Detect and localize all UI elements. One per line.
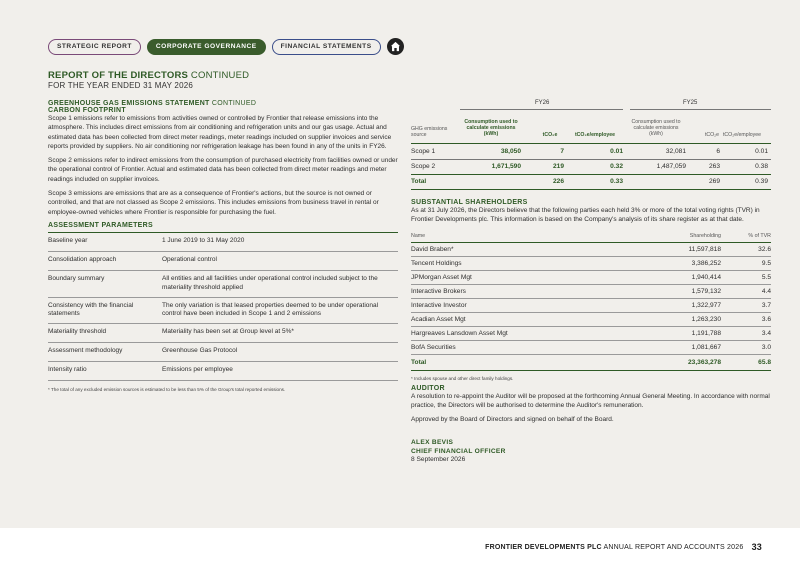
emissions-cell-source: Scope 1 bbox=[411, 148, 436, 155]
footer-company: FRONTIER DEVELOPMENTS PLC bbox=[485, 544, 602, 551]
assessment-row bbox=[48, 342, 398, 361]
shareholder-holding: 1,081,667 bbox=[642, 340, 721, 354]
ghg-heading-suffix: CONTINUED bbox=[211, 100, 257, 107]
emissions-cell-t26: 226 bbox=[552, 178, 564, 185]
emissions-cell-t25: 263 bbox=[708, 163, 720, 170]
signature-date: 8 September 2026 bbox=[411, 456, 466, 464]
shareholder-row bbox=[411, 312, 771, 326]
assessment-key: Materiality threshold bbox=[48, 323, 162, 342]
shareholder-name: BofA Securities bbox=[411, 340, 642, 354]
page-title-text: REPORT OF THE DIRECTORS bbox=[48, 70, 189, 81]
shareholder-row bbox=[411, 284, 771, 298]
page-footer bbox=[485, 542, 762, 552]
shareholder-row bbox=[411, 256, 771, 270]
shareholder-holding: 1,322,977 bbox=[642, 298, 721, 312]
shareholder-holding: 1,263,230 bbox=[642, 312, 721, 326]
shareholders-footnote: * Includes spouse and other direct family holdings. bbox=[411, 375, 514, 381]
page-title-suffix: CONTINUED bbox=[190, 70, 250, 81]
emissions-cell-c25: 32,081 bbox=[665, 148, 686, 155]
shareholder-name: Interactive Investor bbox=[411, 298, 642, 312]
page-number: 33 bbox=[751, 542, 762, 552]
shareholder-row bbox=[411, 242, 771, 256]
emissions-cell-e25: 0.01 bbox=[755, 148, 768, 155]
shareholder-name: Hargreaves Lansdown Asset Mgt bbox=[411, 326, 642, 340]
ghg-heading bbox=[48, 100, 398, 107]
ghg-heading-text: GREENHOUSE GAS EMISSIONS STATEMENT bbox=[48, 100, 210, 107]
assessment-key: Consolidation approach bbox=[48, 252, 162, 271]
shareholders-total-row bbox=[411, 354, 771, 370]
assessment-value: All entities and all facilities under operational control included subject to the materiality threshold applied bbox=[162, 271, 398, 297]
shareholder-holding: 1,579,132 bbox=[642, 284, 721, 298]
page-subtitle: FOR THE YEAR ENDED 31 MAY 2026 bbox=[48, 81, 194, 90]
assessment-row bbox=[48, 361, 398, 380]
shareholders-table bbox=[411, 229, 771, 371]
shareholders-heading: SUBSTANTIAL SHAREHOLDERS bbox=[411, 199, 528, 206]
right-column bbox=[411, 100, 771, 463]
assessment-row bbox=[48, 252, 398, 271]
shareholder-name: Acadian Asset Mgt bbox=[411, 312, 642, 326]
shareholder-pct: 3.0 bbox=[721, 340, 771, 354]
assessment-key: Boundary summary bbox=[48, 271, 162, 297]
fy26-header: FY26 bbox=[535, 100, 550, 106]
shareholder-pct: 3.6 bbox=[721, 312, 771, 326]
total-pct: 65.8 bbox=[721, 354, 771, 370]
scope2-paragraph: Scope 2 emissions refer to indirect emissions from the consumption of purchased electricity from facilities owned or under the operational control of Frontier. Actual and estimated data has been collected from direct meter readings and meter readings included on supplier invoices. bbox=[48, 157, 398, 183]
shareholder-row bbox=[411, 298, 771, 312]
shareholder-row bbox=[411, 340, 771, 354]
assessment-row bbox=[48, 297, 398, 323]
emissions-cell-e25: 0.39 bbox=[755, 178, 768, 185]
signatory-role: CHIEF FINANCIAL OFFICER bbox=[411, 448, 506, 456]
shareholder-row bbox=[411, 326, 771, 340]
assessment-value: Emissions per employee bbox=[162, 361, 398, 380]
fy25-header: FY25 bbox=[683, 100, 698, 106]
emissions-row-rule bbox=[411, 159, 771, 160]
approval-paragraph: Approved by the Board of Directors and signed on behalf of the Board. bbox=[411, 416, 614, 424]
scope1-paragraph: Scope 1 emissions refer to emissions from activities owned or controlled by Frontier that release emissions into the atmosphere. This includes direct emissions from air conditioning and refrigeration units and our gas usage. Actual and estimated data has been collected from direct meter readings, meter readings included on supplier invoices and service reports provided by suppliers. No air conditioning nor refrigeration leakage has been found in any of the units in FY26. bbox=[48, 115, 392, 150]
auditor-heading: AUDITOR bbox=[411, 384, 445, 392]
shareholder-name: JPMorgan Asset Mgt bbox=[411, 270, 642, 284]
assessment-value: Greenhouse Gas Protocol bbox=[162, 342, 398, 361]
shareholders-intro: As at 31 July 2026, the Directors believe that the following parties each held 3% or more of the total voting rights (TVR) in Frontier Developments plc. This information is based on the Company's analysis of its share register as at that date. bbox=[411, 207, 760, 224]
auditor-paragraph: A resolution to re-appoint the Auditor will be proposed at the forthcoming Annual General Meeting. In accordance with normal practice, the Directors will be authorised to determine the Auditor's remuneration. bbox=[411, 392, 770, 409]
col-tco2emp-fy26: tCO₂e/employee bbox=[574, 132, 616, 138]
emissions-cell-c26: 1,671,590 bbox=[491, 163, 521, 170]
shareholder-name: Interactive Brokers bbox=[411, 284, 642, 298]
home-icon bbox=[390, 41, 401, 52]
nav-strategic-report[interactable]: STRATEGIC REPORT bbox=[48, 39, 141, 55]
col-consumption-fy26: Consumption used to calculate emissions (kWh) bbox=[464, 119, 518, 138]
assessment-row bbox=[48, 271, 398, 297]
assessment-value: Operational control bbox=[162, 252, 398, 271]
emissions-cell-t26: 7 bbox=[560, 148, 564, 155]
assessment-footnote: * The total of any excluded emission sources is estimated to be less than 5% of the Group's total reported emissions. bbox=[48, 386, 286, 392]
assessment-value: The only variation is that leased properties deemed to be under operational control have been included in Scope 1 and 2 emissions bbox=[162, 297, 398, 323]
home-button[interactable] bbox=[387, 38, 404, 55]
emissions-cell-c26: 38,050 bbox=[500, 148, 521, 155]
shareholder-holding: 3,386,252 bbox=[642, 256, 721, 270]
assessment-key: Baseline year bbox=[48, 233, 162, 252]
col-pct-tvr: % of TVR bbox=[721, 229, 771, 243]
fy26-rule bbox=[460, 109, 623, 110]
header-rule bbox=[411, 143, 771, 144]
shareholder-holding: 1,940,414 bbox=[642, 270, 721, 284]
assessment-key: Assessment methodology bbox=[48, 342, 162, 361]
shareholder-pct: 3.4 bbox=[721, 326, 771, 340]
assessment-key: Consistency with the financial statements bbox=[48, 297, 162, 323]
assessment-value: 1 June 2019 to 31 May 2020 bbox=[162, 233, 398, 252]
emissions-table bbox=[411, 100, 771, 195]
col-consumption-fy25: Consumption used to calculate emissions (kWh) bbox=[631, 119, 681, 138]
shareholder-row bbox=[411, 270, 771, 284]
col-tco2-fy26: tCO₂e bbox=[542, 132, 558, 138]
assessment-row bbox=[48, 323, 398, 342]
shareholder-holding: 11,597,818 bbox=[642, 242, 721, 256]
emissions-row-rule bbox=[411, 174, 771, 175]
emissions-cell-source: Total bbox=[411, 178, 427, 185]
nav-corporate-governance[interactable]: CORPORATE GOVERNANCE bbox=[147, 39, 266, 55]
emissions-cell-t26: 219 bbox=[552, 163, 564, 170]
total-label: Total bbox=[411, 354, 642, 370]
emissions-cell-e26: 0.01 bbox=[610, 148, 623, 155]
assessment-row bbox=[48, 233, 398, 252]
shareholder-pct: 32.6 bbox=[721, 242, 771, 256]
col-name: Name bbox=[411, 229, 642, 243]
carbon-footprint-heading: CARBON FOOTPRINT bbox=[48, 107, 126, 114]
col-tco2-fy25: tCO₂e bbox=[704, 132, 720, 138]
shareholder-name: David Braben* bbox=[411, 242, 642, 256]
assessment-key: Intensity ratio bbox=[48, 361, 162, 380]
signatory-name: ALEX BEVIS bbox=[411, 439, 454, 447]
shareholder-name: Tencent Holdings bbox=[411, 256, 642, 270]
total-holding: 23,363,278 bbox=[642, 354, 721, 370]
assessment-table bbox=[48, 233, 398, 381]
emissions-cell-e25: 0.38 bbox=[755, 163, 768, 170]
emissions-cell-e26: 0.32 bbox=[610, 163, 623, 170]
assessment-value: Materiality has been set at Group level at 5%* bbox=[162, 323, 398, 342]
emissions-cell-e26: 0.33 bbox=[610, 178, 623, 185]
nav-financial-statements[interactable]: FINANCIAL STATEMENTS bbox=[272, 39, 381, 55]
emissions-row-rule bbox=[411, 189, 771, 190]
section-nav bbox=[48, 38, 404, 55]
col-shareholding: Shareholding bbox=[642, 229, 721, 243]
shareholder-pct: 4.4 bbox=[721, 284, 771, 298]
shareholder-pct: 3.7 bbox=[721, 298, 771, 312]
assessment-heading: ASSESSMENT PARAMETERS bbox=[48, 222, 398, 233]
emissions-cell-t25: 269 bbox=[708, 178, 720, 185]
footer-doc-title: ANNUAL REPORT AND ACCOUNTS 2026 bbox=[603, 544, 744, 551]
col-ghg-source: GHG emissions source bbox=[411, 126, 448, 139]
left-column bbox=[48, 100, 398, 392]
fy25-rule bbox=[630, 109, 771, 110]
scope3-paragraph: Scope 3 emissions are emissions that are as a consequence of Frontier's actions, but the source is not owned or controlled, and that are not classed as Scope 2 emissions. This includes emissions from business travel in rental or employee-owned vehicles where Frontier is responsible for purchasing the fuel. bbox=[48, 190, 379, 216]
shareholder-holding: 1,191,788 bbox=[642, 326, 721, 340]
page-title bbox=[48, 70, 249, 81]
emissions-cell-c25: 1,487,059 bbox=[656, 163, 686, 170]
emissions-cell-source: Scope 2 bbox=[411, 163, 436, 170]
col-tco2emp-fy25: tCO₂e/employee bbox=[722, 132, 762, 138]
shareholder-pct: 9.5 bbox=[721, 256, 771, 270]
emissions-cell-t25: 6 bbox=[716, 148, 720, 155]
shareholder-pct: 5.5 bbox=[721, 270, 771, 284]
